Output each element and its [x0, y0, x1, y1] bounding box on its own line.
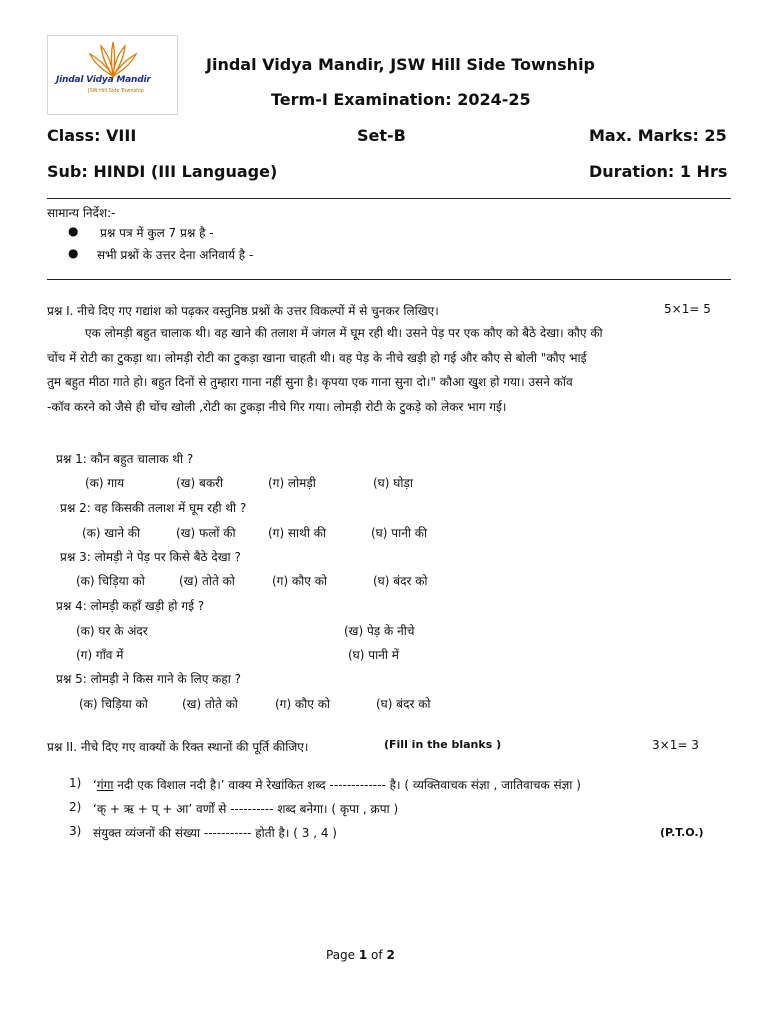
option: (ख) पेड़ के नीचे: [344, 624, 415, 638]
bullet-icon: ●: [68, 224, 79, 238]
passage-line: -कॉव करने को जैसे ही चोंच खोली ,रोटी का टुकड़ा नीचे गिर गया। लोमड़ी रोटी के टुकड़े को लेकर भाग गई।: [47, 399, 507, 414]
item-number: 1): [69, 776, 82, 790]
fill-blank-item: संयुक्त व्यंजनों की संख्या ----------- होती है। ( 3 , 4 ): [93, 826, 337, 840]
max-marks-label: Max. Marks: 25: [589, 126, 727, 145]
option: (ख) फलों की: [176, 526, 236, 540]
instruction-item: सभी प्रश्नों के उत्तर देना अनिवार्य है -: [97, 248, 254, 262]
question-3: प्रश्न 3: लोमड़ी ने पेड़ पर किसे बैठे देखा ?: [60, 550, 241, 564]
passage-line: एक लोमड़ी बहुत चालाक थी। वह खाने की तलाश में जंगल में घूम रही थी। उसने पेड़ पर एक कौए को बैठे देखा। कौए की: [85, 326, 603, 340]
option: (घ) पानी की: [371, 526, 428, 540]
question-4: प्रश्न 4: लोमड़ी कहाँ खड़ी हो गई ?: [56, 599, 205, 613]
fill-blank-item: ‘क् + ऋ + प् + आ’ वर्णों से ---------- शब्द बनेगा। ( कृपा , क्रपा ): [93, 802, 399, 816]
option: (ग) गाँव में: [76, 648, 124, 662]
duration-label: Duration: 1 Hrs: [589, 162, 728, 181]
underlined-word: गंगा: [96, 778, 114, 792]
question-5: प्रश्न 5: लोमड़ी ने किस गाने के लिए कहा ?: [56, 672, 242, 686]
passage-line: चोंच में रोटी का टुकड़ा था। लोमड़ी रोटी का टुकड़ा खाना चाहती थी। वह पेड़ के नीचे खड़ी हो गई और कौए से बोली "कौए भाई: [47, 350, 587, 365]
logo-text: Jindal Vidya Mandir: [56, 75, 151, 85]
school-logo: [47, 35, 178, 115]
option: (ख) बकरी: [176, 476, 224, 490]
option: (घ) पानी में: [348, 648, 399, 662]
section1-marks: 5×1= 5: [664, 302, 711, 316]
lotus-logo-icon: [84, 40, 142, 80]
instructions-title: सामान्य निर्देश:-: [47, 206, 116, 220]
divider: [47, 198, 731, 199]
school-name: Jindal Vidya Mandir, JSW Hill Side Township: [206, 55, 595, 74]
option: (घ) घोड़ा: [373, 476, 413, 490]
option: (घ) बंदर को: [373, 574, 428, 588]
instruction-item: प्रश्न पत्र में कुल 7 प्रश्न है -: [100, 226, 214, 240]
page-number: Page 1 of 2: [326, 948, 395, 962]
option: (क) घर के अंदर: [76, 624, 148, 638]
section1-heading: प्रश्न I. नीचे दिए गए गद्यांश को पढ़कर वस्तुनिष्ठ प्रश्नों के उत्तर विकल्पों में से चुनकर लिखिए।: [47, 304, 439, 318]
option: (ख) तोते को: [179, 574, 235, 588]
section2-heading-en: (Fill in the blanks ): [384, 738, 502, 751]
option: (क) गाय: [85, 476, 125, 490]
fill-blank-item: ‘गंगा नदी एक विशाल नदी है।’ वाक्य मे रेखांकित शब्द ------------- है। ( व्यक्तिवाचक संज्ञा , जातिवाचक संज्ञा ): [93, 778, 581, 792]
subject-label: Sub: HINDI (III Language): [47, 162, 278, 181]
option: (घ) बंदर को: [376, 697, 431, 711]
section2-marks: 3×1= 3: [652, 738, 699, 752]
bullet-icon: ●: [68, 246, 79, 260]
option: (ग) लोमड़ी: [268, 476, 316, 490]
option: (क) खाने की: [82, 526, 141, 540]
question-1: प्रश्न 1: कौन बहुत चालाक थी ?: [56, 452, 194, 466]
set-label: Set-B: [357, 126, 406, 145]
section2-heading: प्रश्न II. नीचे दिए गए वाक्यों के रिक्त स्थानों की पूर्ति कीजिए।: [47, 740, 309, 754]
class-label: Class: VIII: [47, 126, 137, 145]
option: (ग) कौए को: [275, 697, 331, 711]
option: (क) चिड़िया को: [76, 574, 145, 588]
option: (क) चिड़िया को: [79, 697, 148, 711]
option: (ग) साथी की: [268, 526, 327, 540]
option: (ख) तोते को: [182, 697, 238, 711]
pto-label: (P.T.O.): [660, 826, 704, 839]
divider: [47, 279, 731, 280]
item-number: 3): [69, 824, 82, 838]
logo-subtext: JSW Hill Side Township: [88, 88, 144, 94]
item-number: 2): [69, 800, 82, 814]
passage-line: तुम बहुत मीठा गाते हो। बहुत दिनों से तुम्हारा गाना नहीं सुना है। कृपया एक गाना सुना दो।" कौआ खुश हो गया। उसने कॉव: [47, 375, 573, 389]
question-2: प्रश्न 2: वह किसकी तलाश में घूम रही थी ?: [60, 501, 247, 515]
option: (ग) कौए को: [272, 574, 328, 588]
passage: [47, 321, 732, 419]
exam-title: Term-I Examination: 2024-25: [271, 90, 531, 109]
